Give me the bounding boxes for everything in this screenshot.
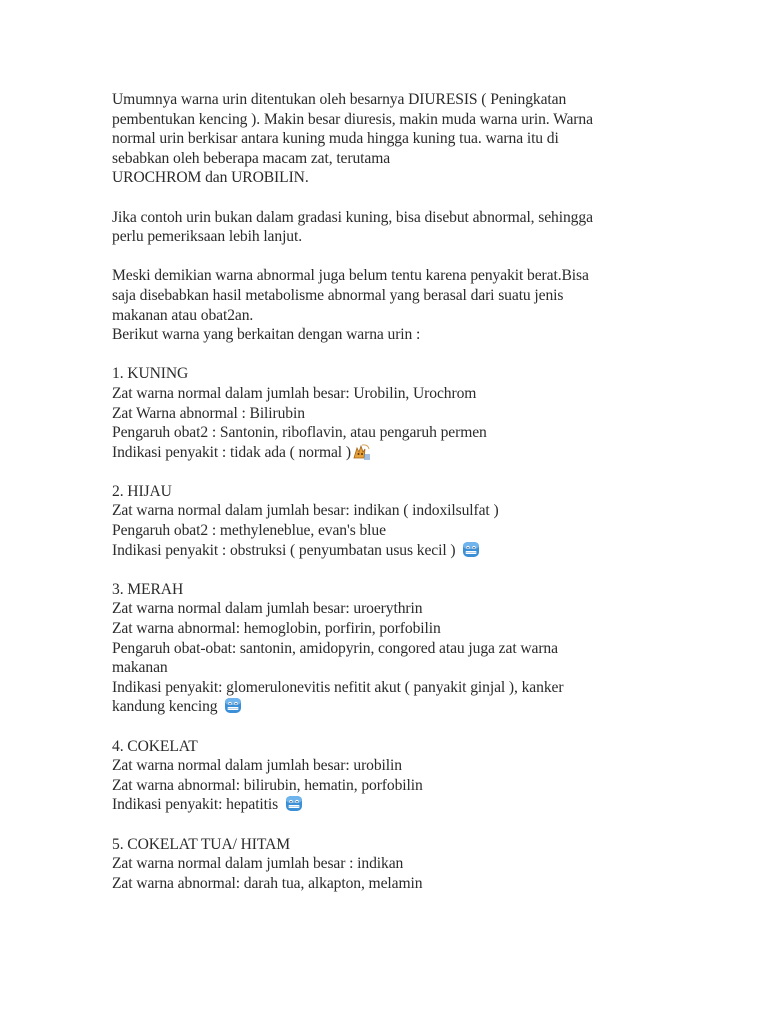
- text-line: Berikut warna yang berkaitan dengan warna urin :: [112, 326, 421, 344]
- section-kuning: [112, 364, 632, 462]
- metabolism-paragraph: [112, 266, 632, 344]
- text-line: Pengaruh obat2 : Santonin, riboflavin, atau pengaruh permen: [112, 424, 487, 442]
- section-title: 4. COKELAT: [112, 737, 198, 755]
- indication-text: kandung kencing: [112, 698, 222, 716]
- text-line: normal urin berkisar antara kuning muda hingga kuning tua. warna itu di: [112, 130, 559, 148]
- paragraph-spacer: [112, 560, 632, 580]
- sick-face-emoticon-icon: [285, 795, 303, 812]
- text-line: Zat warna normal dalam jumlah besar : indikan: [112, 855, 404, 873]
- indication-text: Indikasi penyakit: hepatitis: [112, 796, 282, 814]
- section-title: 1. KUNING: [112, 365, 189, 383]
- text-line: Jika contoh urin bukan dalam gradasi kuning, bisa disebut abnormal, sehingga: [112, 208, 593, 226]
- paragraph-spacer: [112, 188, 632, 208]
- text-line: [112, 795, 632, 815]
- section-title: 2. HIJAU: [112, 482, 172, 500]
- text-line: Umumnya warna urin ditentukan oleh besarnya DIURESIS ( Peningkatan: [112, 91, 567, 108]
- paragraph-spacer: [112, 247, 632, 267]
- text-line: Zat warna normal dalam jumlah besar: urobilin: [112, 757, 402, 775]
- text-line: [112, 443, 632, 463]
- text-line: Zat Warna abnormal : Bilirubin: [112, 404, 305, 422]
- intro-paragraph: [112, 90, 632, 188]
- section-hijau: [112, 482, 632, 560]
- paragraph-spacer: [112, 462, 632, 482]
- sick-face-emoticon-icon: [224, 697, 242, 714]
- indication-text: Indikasi penyakit : obstruksi ( penyumbatan usus kecil ): [112, 541, 460, 559]
- text-line: UROCHROM dan UROBILIN.: [112, 169, 309, 187]
- section-title: 3. MERAH: [112, 580, 184, 598]
- section-cokelat: [112, 737, 632, 815]
- text-line: Meski demikian warna abnormal juga belum tentu karena penyakit berat.Bisa: [112, 267, 589, 285]
- paragraph-spacer: [112, 815, 632, 835]
- sick-face-emoticon-icon: [462, 541, 480, 558]
- document-page: [112, 90, 632, 893]
- text-line: Zat warna normal dalam jumlah besar: indikan ( indoxilsulfat ): [112, 502, 499, 520]
- text-line: Zat warna abnormal: darah tua, alkapton, melamin: [112, 874, 423, 892]
- text-line: pembentukan kencing ). Makin besar diuresis, makin muda warna urin. Warna: [112, 110, 593, 128]
- section-cokelat-tua-hitam: [112, 835, 632, 894]
- text-line: [112, 541, 632, 561]
- paragraph-spacer: [112, 345, 632, 365]
- text-line: makanan: [112, 659, 168, 677]
- text-line: [112, 697, 632, 717]
- section-title: 5. COKELAT TUA/ HITAM: [112, 835, 290, 853]
- section-merah: [112, 580, 632, 717]
- text-line: sebabkan oleh beberapa macam zat, terutama: [112, 149, 391, 167]
- text-line: Zat warna abnormal: hemoglobin, porfirin, porfobilin: [112, 620, 441, 638]
- text-line: Zat warna abnormal: bilirubin, hematin, porfobilin: [112, 776, 423, 794]
- text-line: Zat warna normal dalam jumlah besar: Urobilin, Urochrom: [112, 384, 477, 402]
- paragraph-spacer: [112, 717, 632, 737]
- text-line: perlu pemeriksaan lebih lanjut.: [112, 228, 303, 246]
- indication-text: Indikasi penyakit : tidak ada ( normal ): [112, 443, 351, 461]
- text-line: Pengaruh obat2 : methyleneblue, evan's blue: [112, 522, 386, 540]
- abnormal-paragraph: [112, 208, 632, 247]
- text-line: Indikasi penyakit: glomerulonevitis nefitit akut ( panyakit ginjal ), kanker: [112, 678, 564, 696]
- text-line: saja disebabkan hasil metabolisme abnormal yang berasal dari suatu jenis: [112, 286, 564, 304]
- text-line: Zat warna normal dalam jumlah besar: uroerythrin: [112, 600, 423, 618]
- waving-hand-emoticon-icon: [351, 443, 371, 460]
- text-line: makanan atau obat2an.: [112, 306, 254, 324]
- text-line: Pengaruh obat-obat: santonin, amidopyrin, congored atau juga zat warna: [112, 639, 558, 657]
